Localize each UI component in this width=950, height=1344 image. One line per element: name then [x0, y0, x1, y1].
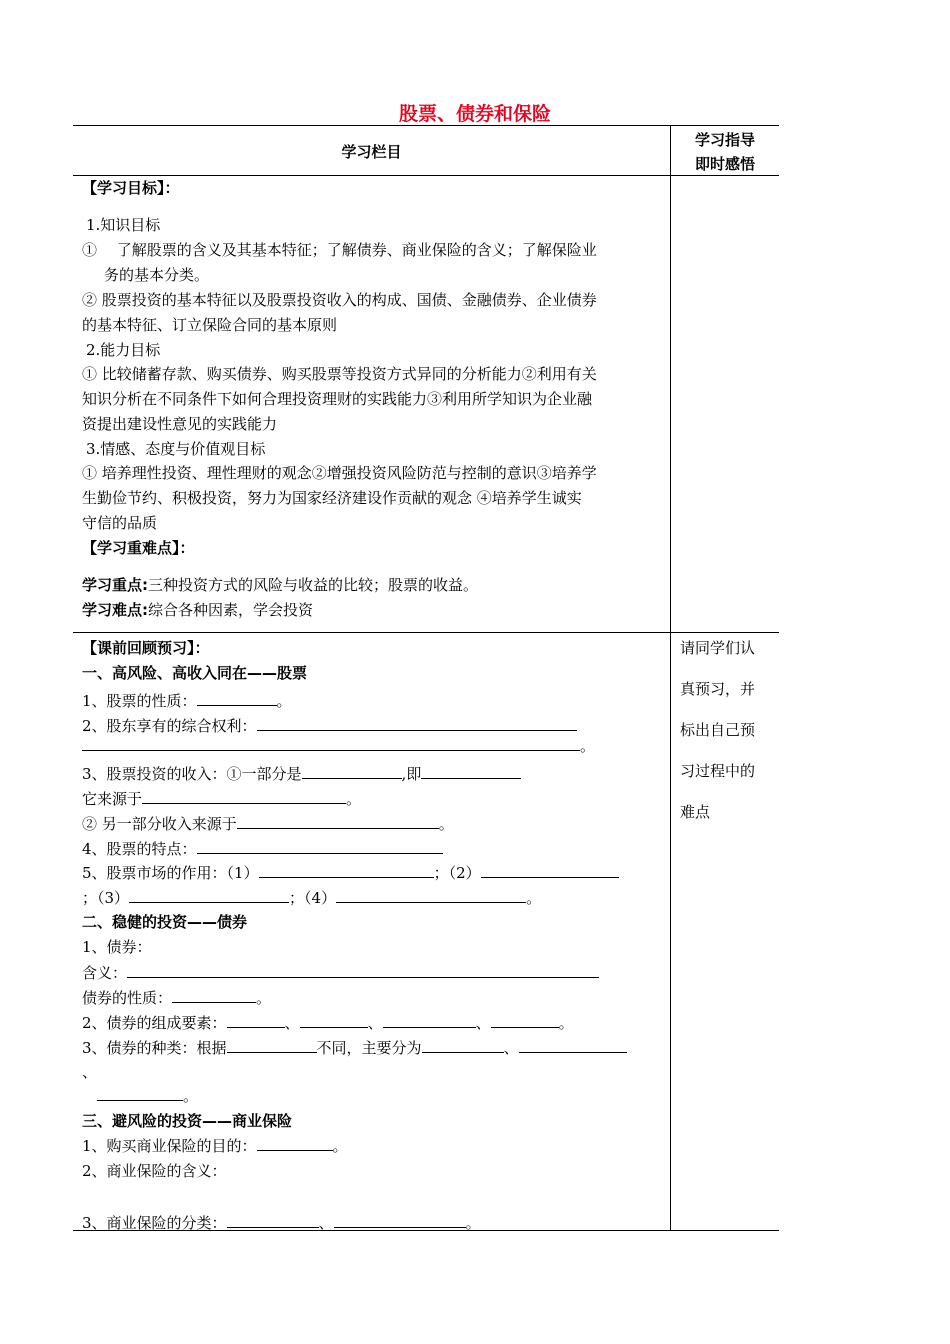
period-mark: 。	[580, 737, 596, 755]
blank-field[interactable]	[519, 1037, 627, 1053]
bond-types-line	[82, 1037, 627, 1058]
blank-field[interactable]	[491, 1012, 559, 1028]
shareholder-rights-line	[82, 715, 577, 736]
emotion-goal-line-1: ① 培养理性投资、理性理财的观念②增强投资风险防范与控制的意识③培养学	[82, 464, 597, 482]
stock-features-label: 4、股票的特点：	[82, 840, 197, 858]
shareholder-rights-label: 2、股东享有的综合权利：	[82, 717, 257, 735]
blank-field[interactable]	[383, 1012, 476, 1028]
knowledge-goal-2b: 的基本特征、订立保险合同的基本原则	[82, 316, 338, 334]
blank-field[interactable]	[142, 788, 346, 804]
comma-mark: 、	[82, 1063, 98, 1081]
goals-heading: 【学习目标】：	[82, 179, 180, 197]
blank-field[interactable]	[334, 1212, 466, 1228]
period-mark: 。	[438, 815, 454, 833]
comma-mark: 、	[503, 1039, 519, 1057]
role-4-label: ；（4）	[289, 889, 337, 907]
difficulty-text: 综合各种因素，学会投资	[148, 601, 314, 619]
bond-elements-line	[82, 1012, 574, 1033]
insurance-types-line	[82, 1212, 481, 1233]
blank-field[interactable]	[257, 715, 577, 731]
table-column-divider	[670, 125, 671, 1231]
bond-types-mid: 不同，主要分为	[316, 1039, 422, 1057]
stock-market-role-label: 5、股票市场的作用：（1）	[82, 864, 259, 882]
blank-field[interactable]	[237, 813, 439, 829]
bond-types-cont	[82, 1062, 97, 1082]
blank-field[interactable]	[197, 690, 277, 706]
blank-field[interactable]	[127, 962, 599, 978]
blank-field[interactable]	[82, 735, 580, 751]
section-3-title: 三、避风险的投资——商业保险	[82, 1112, 293, 1130]
blank-field[interactable]	[422, 1037, 504, 1053]
column-header-main: 学习栏目	[341, 143, 402, 161]
period-mark: 。	[558, 1014, 574, 1032]
table-header-divider	[73, 175, 779, 176]
insurance-types-label: 3、商业保险的分类：	[82, 1214, 227, 1232]
stock-market-role-cont	[82, 887, 541, 908]
side-note-line: 真预习，并	[680, 680, 756, 698]
period-mark: 。	[256, 989, 272, 1007]
knowledge-goal-title: 1.知识目标	[86, 216, 161, 234]
comma-mark: 、	[367, 1014, 383, 1032]
blank-field[interactable]	[259, 862, 434, 878]
other-income-line	[82, 813, 454, 834]
table-row-divider	[73, 632, 779, 633]
insurance-purpose-label: 1、购买商业保险的目的：	[82, 1137, 257, 1155]
page-title: 股票、债券和保险	[398, 103, 551, 125]
focus-label: 学习重点:	[82, 576, 148, 594]
stock-nature-line	[82, 690, 292, 711]
keypoints-heading: 【学习重难点】：	[82, 539, 195, 557]
blank-field[interactable]	[97, 1085, 183, 1101]
stock-income-source-line	[82, 788, 361, 809]
bond-nature-line	[82, 987, 271, 1008]
side-note-line: 请同学们认	[680, 639, 756, 657]
side-note-line: 习过程中的	[680, 762, 756, 780]
column-header-side-2: 即时感悟	[694, 155, 755, 173]
preview-heading: 【课前回顾预习】：	[82, 639, 210, 657]
table-top-border	[73, 125, 779, 126]
blank-field[interactable]	[129, 887, 289, 903]
bond-elements-label: 2、债券的组成要素：	[82, 1014, 227, 1032]
focus-line	[82, 575, 478, 595]
bond-types-label: 3、债券的种类：根据	[82, 1039, 227, 1057]
comma-mark: 、	[318, 1214, 334, 1232]
insurance-meaning-label: 2、商业保险的含义：	[82, 1162, 227, 1180]
blank-field[interactable]	[257, 1135, 333, 1151]
blank-field[interactable]	[336, 887, 526, 903]
stock-market-role-line	[82, 862, 619, 883]
section-1-title: 一、高风险、高收入同在——股票	[82, 664, 308, 682]
focus-text: 三种投资方式的风险与收益的比较；股票的收益。	[148, 576, 479, 594]
emotion-goal-line-3: 守信的品质	[82, 514, 158, 532]
blank-field[interactable]	[172, 987, 256, 1003]
bond-nature-label: 债券的性质：	[82, 989, 173, 1007]
shareholder-rights-cont	[82, 735, 595, 756]
section-2-title: 二、稳健的投资——债券	[82, 913, 248, 931]
period-mark: 。	[183, 1087, 199, 1105]
blank-field[interactable]	[481, 862, 619, 878]
bond-types-cont-2	[97, 1085, 198, 1106]
stock-features-line	[82, 838, 443, 859]
other-income-label: ② 另一部分收入来源于	[82, 815, 237, 833]
role-3-label: ；（3）	[82, 889, 130, 907]
stock-income-label: 3、股票投资的收入：①一部分是	[82, 765, 302, 783]
column-header-side-1: 学习指导	[694, 131, 755, 149]
period-mark: 。	[332, 1137, 348, 1155]
emotion-goal-title: 3.情感、态度与价值观目标	[86, 440, 266, 458]
side-note-line: 标出自己预	[680, 721, 756, 739]
ability-goal-title: 2.能力目标	[86, 341, 161, 359]
blank-field[interactable]	[302, 763, 402, 779]
period-mark: 。	[465, 1214, 481, 1232]
stock-income-ie: ,即	[401, 765, 422, 783]
stock-income-line	[82, 763, 521, 784]
blank-field[interactable]	[300, 1012, 368, 1028]
ability-goal-line-1: ① 比较储蓄存款、购买债券、购买股票等投资方式异同的分析能力②利用有关	[82, 365, 597, 383]
blank-field[interactable]	[227, 1212, 319, 1228]
knowledge-goal-1a: ① 了解股票的含义及其基本特征；了解债券、商业保险的含义；了解保险业	[82, 241, 597, 259]
comma-mark: 、	[475, 1014, 491, 1032]
role-2-label: ；（2）	[433, 864, 481, 882]
stock-income-source-label: 它来源于	[82, 790, 143, 808]
blank-field[interactable]	[227, 1037, 317, 1053]
side-note-line: 难点	[680, 803, 711, 821]
blank-field[interactable]	[197, 838, 443, 854]
period-mark: 。	[346, 790, 362, 808]
bond-heading: 1、债券：	[82, 938, 152, 956]
difficulty-label: 学习难点:	[82, 601, 148, 619]
emotion-goal-line-2: 生勤俭节约、积极投资，努力为国家经济建设作贡献的观念 ④培养学生诚实	[82, 489, 582, 507]
blank-field[interactable]	[227, 1012, 285, 1028]
blank-field[interactable]	[421, 763, 521, 779]
knowledge-goal-1b: 务的基本分类。	[104, 266, 210, 284]
comma-mark: 、	[284, 1014, 300, 1032]
bond-meaning-label: 含义：	[82, 964, 128, 982]
period-mark: 。	[276, 692, 292, 710]
bond-meaning-line	[82, 962, 599, 983]
knowledge-goal-2a: ② 股票投资的基本特征以及股票投资收入的构成、国债、金融债券、企业债券	[82, 291, 597, 309]
stock-nature-label: 1、股票的性质：	[82, 692, 197, 710]
ability-goal-line-2: 知识分析在不同条件下如何合理投资理财的实践能力③利用所学知识为企业融	[82, 390, 593, 408]
period-mark: 。	[526, 889, 542, 907]
ability-goal-line-3: 资提出建设性意见的实践能力	[82, 415, 278, 433]
insurance-purpose-line	[82, 1135, 348, 1156]
difficulty-line	[82, 600, 313, 620]
